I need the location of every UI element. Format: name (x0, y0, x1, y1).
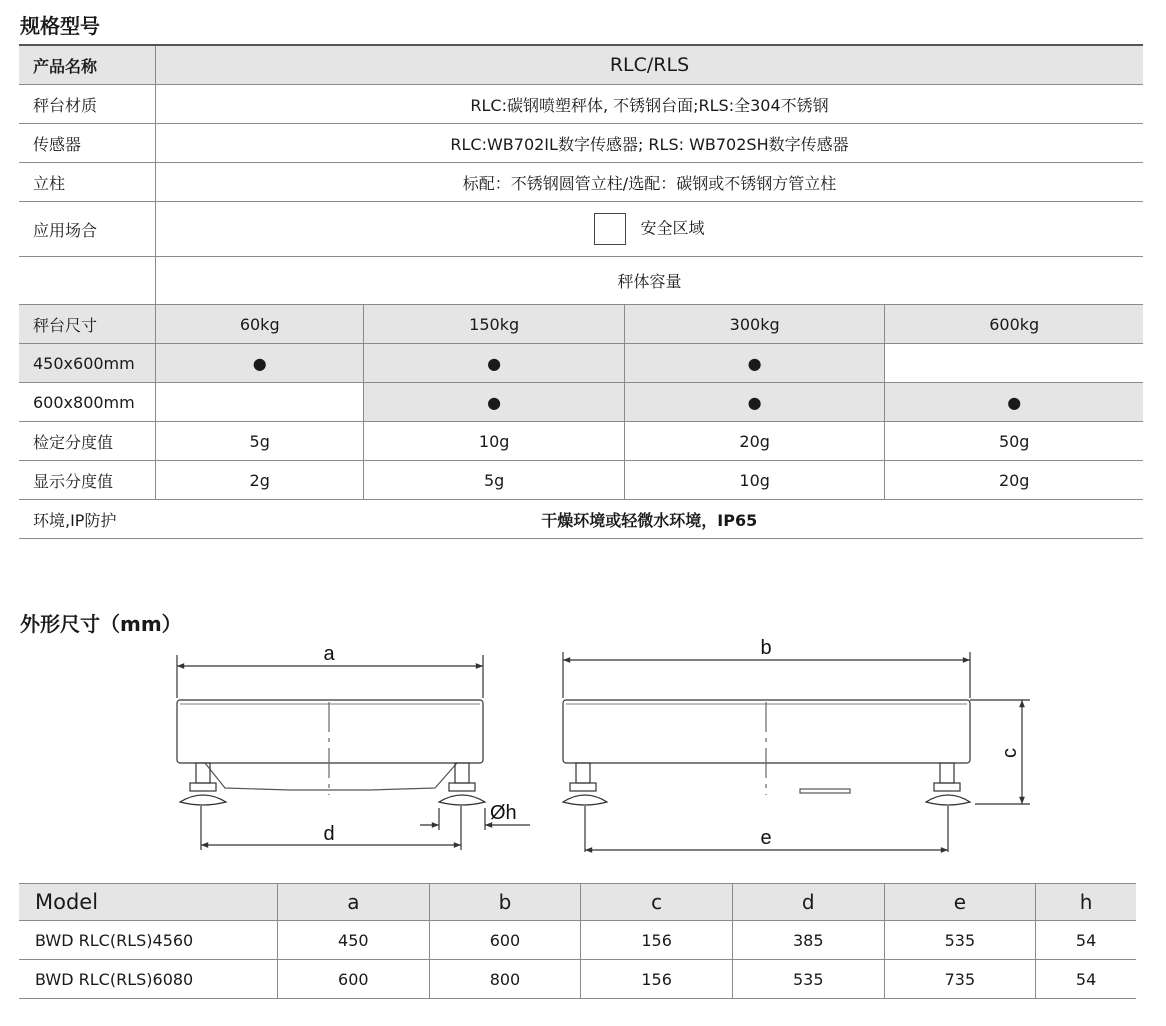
cell-b: 800 (429, 960, 581, 999)
size-row-label: 450x600mm (19, 344, 156, 383)
column-value: 标配：不锈钢圆管立柱/选配：碳钢或不锈钢方管立柱 (156, 163, 1144, 202)
display-value: 2g (156, 461, 364, 500)
header-b: b (429, 884, 581, 921)
size-mark: ● (156, 344, 364, 383)
spec-section-title: 规格型号 (20, 14, 100, 38)
sensor-value: RLC:WB702IL数字传感器; RLS: WB702SH数字传感器 (156, 124, 1144, 163)
dim-b-label: b (760, 637, 772, 659)
display-value: 10g (624, 461, 885, 500)
size-mark (156, 383, 364, 422)
header-h: h (1036, 884, 1136, 921)
dim-d-label: d (323, 823, 335, 845)
size-row-450x600 (19, 344, 1143, 383)
application-row (19, 202, 1143, 257)
display-value: 20g (885, 461, 1143, 500)
cell-e: 735 (884, 960, 1036, 999)
product-label: 产品名称 (19, 45, 156, 85)
model-name: BWD RLC(RLS)6080 (19, 960, 278, 999)
cell-e: 535 (884, 921, 1036, 960)
capacity-60: 60kg (156, 305, 364, 344)
table-row (19, 921, 1136, 960)
verify-row (19, 422, 1143, 461)
capacity-header-blank (19, 257, 156, 305)
product-row (19, 45, 1143, 85)
verify-value: 20g (624, 422, 885, 461)
env-row (19, 500, 1143, 539)
side-view (563, 652, 1030, 852)
cell-a: 450 (278, 921, 430, 960)
column-label: 立柱 (19, 163, 156, 202)
capacity-header-row (19, 257, 1143, 305)
capacity-header: 秤体容量 (156, 257, 1144, 305)
header-c: c (581, 884, 733, 921)
material-value: RLC:碳钢喷塑秤体, 不锈钢台面;RLS:全304不锈钢 (156, 85, 1144, 124)
size-header-row (19, 305, 1143, 344)
env-label: 环境,IP防护 (19, 500, 156, 539)
column-row (19, 163, 1143, 202)
size-row-label: 600x800mm (19, 383, 156, 422)
dim-c-label: c (999, 748, 1021, 758)
verify-value: 5g (156, 422, 364, 461)
product-value: RLC/RLS (156, 45, 1144, 85)
size-label: 秤台尺寸 (19, 305, 156, 344)
size-mark (885, 344, 1143, 383)
cell-d: 385 (732, 921, 884, 960)
application-label: 应用场合 (19, 202, 156, 257)
verify-value: 50g (885, 422, 1143, 461)
cell-c: 156 (581, 960, 733, 999)
cell-h: 54 (1036, 960, 1136, 999)
model-name: BWD RLC(RLS)4560 (19, 921, 278, 960)
table-row (19, 960, 1136, 999)
application-cell (156, 202, 1144, 257)
cell-a: 600 (278, 960, 430, 999)
header-d: d (732, 884, 884, 921)
header-a: a (278, 884, 430, 921)
capacity-300: 300kg (624, 305, 885, 344)
size-row-600x800 (19, 383, 1143, 422)
application-value: 安全区域 (640, 218, 705, 238)
header-e: e (884, 884, 1036, 921)
header-model: Model (19, 884, 278, 921)
dim-e-label: e (760, 827, 772, 849)
verify-label: 检定分度值 (19, 422, 156, 461)
display-row (19, 461, 1143, 500)
front-view (177, 655, 530, 850)
sensor-label: 传感器 (19, 124, 156, 163)
env-value: 干燥环境或轻微水环境，IP65 (156, 500, 1144, 539)
dim-h-label: Øh (490, 802, 517, 824)
cell-d: 535 (732, 960, 884, 999)
capacity-600: 600kg (885, 305, 1143, 344)
cell-h: 54 (1036, 921, 1136, 960)
safe-zone-checkbox[interactable] (594, 213, 626, 245)
cell-b: 600 (429, 921, 581, 960)
size-mark: ● (885, 383, 1143, 422)
dimension-section-title: 外形尺寸（mm） (20, 612, 182, 636)
spec-table (19, 44, 1143, 539)
size-mark: ● (624, 383, 885, 422)
size-mark: ● (364, 344, 625, 383)
model-header-row (19, 884, 1136, 921)
sensor-row (19, 124, 1143, 163)
display-value: 5g (364, 461, 625, 500)
verify-value: 10g (364, 422, 625, 461)
size-mark: ● (624, 344, 885, 383)
model-table (19, 883, 1136, 999)
capacity-150: 150kg (364, 305, 625, 344)
material-row (19, 85, 1143, 124)
dim-a-label: a (323, 643, 335, 665)
size-mark: ● (364, 383, 625, 422)
material-label: 秤台材质 (19, 85, 156, 124)
cell-c: 156 (581, 921, 733, 960)
display-label: 显示分度值 (19, 461, 156, 500)
dimension-diagram (0, 630, 1166, 860)
